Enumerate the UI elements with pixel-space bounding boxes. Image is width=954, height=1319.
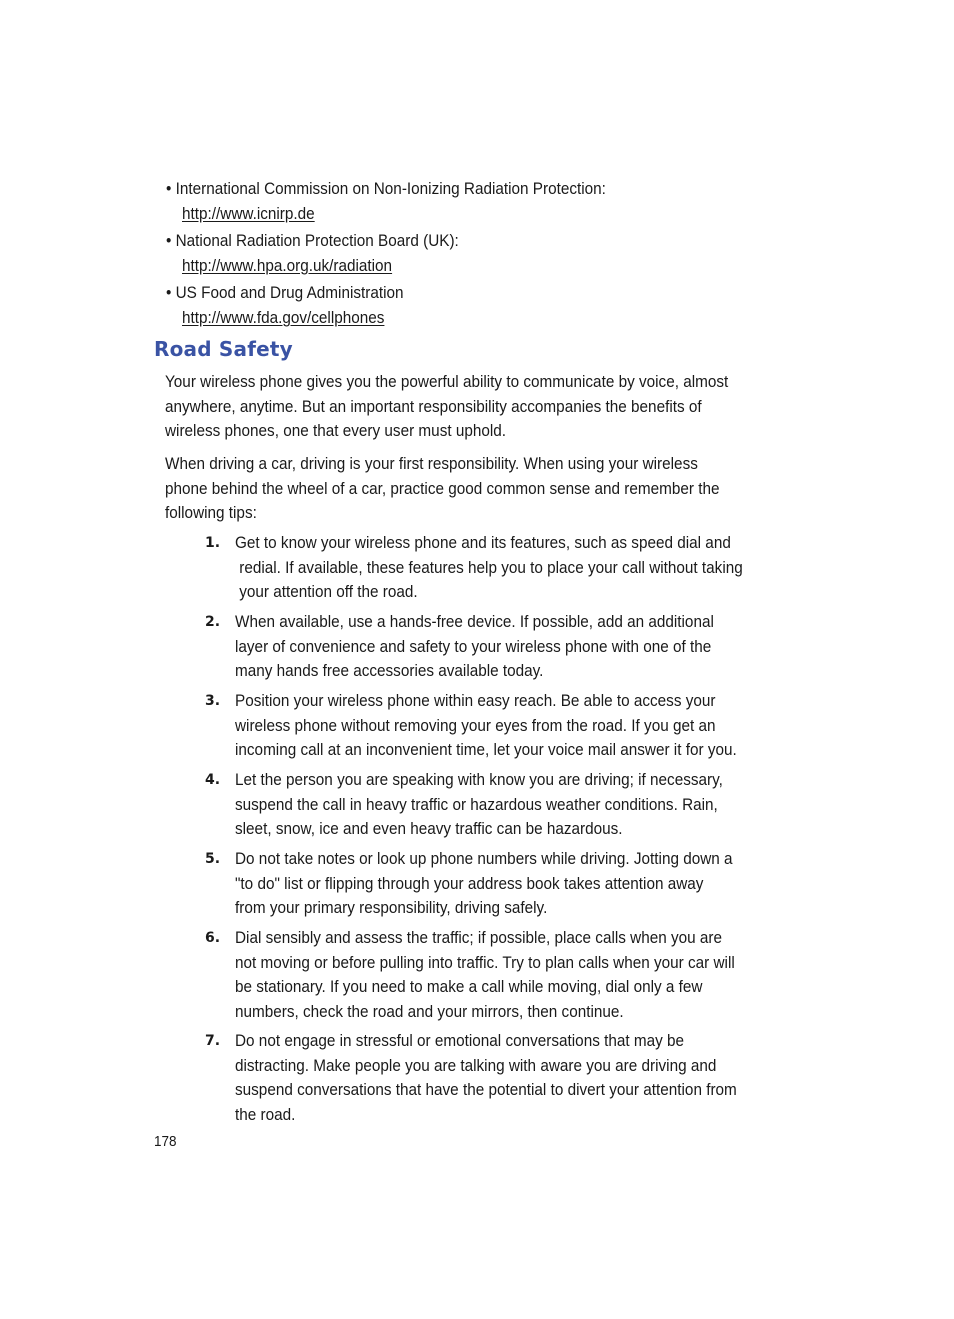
- tip-line: the road.: [235, 1105, 296, 1125]
- resource-link-fda[interactable]: http://www.fda.gov/cellphones: [182, 308, 385, 327]
- tip-text: [235, 610, 714, 684]
- resource-link-hpa[interactable]: http://www.hpa.org.uk/radiation: [182, 256, 393, 275]
- tip-line: Dial sensibly and assess the traffic; if possible, place calls when you are: [235, 928, 723, 947]
- tip-line: numbers, check the road and your mirrors, then continue.: [235, 1002, 624, 1022]
- tip-item: [205, 1029, 805, 1132]
- tip-line: Get to know your wireless phone and its features, such as speed dial and: [235, 533, 731, 552]
- tip-line: many hands free accessories available today.: [235, 661, 544, 681]
- tip-line: suspend the call in heavy traffic or hazardous weather conditions. Rain,: [235, 794, 718, 814]
- tip-line: not moving or before pulling into traffic. Try to plan calls when your car will: [235, 952, 735, 972]
- resource-link-icnirp[interactable]: http://www.icnirp.de: [182, 204, 315, 223]
- tip-line: from your primary responsibility, driving safely.: [235, 898, 548, 918]
- tip-line: sleet, snow, ice and even heavy traffic can be hazardous.: [235, 819, 623, 839]
- paragraph-line: wireless phones, one that every user must uphold.: [165, 421, 507, 441]
- tip-text: [235, 531, 743, 605]
- section-heading: Road Safety: [154, 337, 293, 361]
- paragraph-line: When driving a car, driving is your first responsibility. When using your wireless: [165, 454, 698, 473]
- resource-label: • US Food and Drug Administration: [166, 283, 404, 302]
- paragraph-line: phone behind the wheel of a car, practice good common sense and remember the: [165, 478, 720, 498]
- tip-item: [205, 926, 805, 1029]
- tip-line: Position your wireless phone within easy reach. Be able to access your: [235, 691, 716, 710]
- tip-text: [235, 926, 735, 1025]
- tip-line: Let the person you are speaking with know you are driving; if necessary,: [235, 770, 723, 789]
- tip-line: suspend conversations that have the potential to divert your attention from: [235, 1080, 737, 1100]
- tip-line: incoming call at an inconvenient time, let your voice mail answer it for you.: [235, 740, 737, 760]
- intro-paragraph: [165, 370, 728, 444]
- tip-line: distracting. Make people you are talking with aware you are driving and: [235, 1055, 717, 1075]
- tip-line: Do not take notes or look up phone numbers while driving. Jotting down a: [235, 849, 733, 868]
- tip-line: layer of convenience and safety to your wireless phone with one of the: [235, 636, 712, 656]
- tip-number: 5.: [205, 851, 221, 867]
- tip-text: [235, 768, 723, 842]
- paragraph-line: anywhere, anytime. But an important responsibility accompanies the benefits of: [165, 396, 702, 416]
- tip-number: 7.: [205, 1033, 221, 1049]
- tip-text: [235, 1029, 737, 1128]
- driving-paragraph: [165, 452, 720, 526]
- tip-line: Do not engage in stressful or emotional conversations that may be: [235, 1031, 685, 1050]
- tip-line: When available, use a hands-free device. If possible, add an additional: [235, 612, 714, 631]
- resource-label: • International Commission on Non-Ionizing Radiation Protection:: [166, 179, 606, 198]
- tip-line: "to do" list or flipping through your address book takes attention away: [235, 873, 704, 893]
- tip-item: [205, 847, 805, 926]
- tip-line: wireless phone without removing your eyes from the road. If you get an: [235, 715, 716, 735]
- tips-list: [205, 531, 805, 1132]
- tip-text: [235, 847, 733, 921]
- tip-line: redial. If available, these features help you to place your call without taking: [235, 557, 743, 577]
- tip-item: [205, 768, 805, 847]
- tip-number: 3.: [205, 693, 221, 709]
- tip-line: your attention off the road.: [235, 582, 418, 602]
- paragraph-line: Your wireless phone gives you the powerful ability to communicate by voice, almost: [165, 372, 729, 391]
- tip-item: [205, 531, 805, 610]
- resource-label: • National Radiation Protection Board (UK):: [166, 231, 459, 250]
- tip-line: be stationary. If you need to make a call while moving, dial only a few: [235, 977, 703, 997]
- tip-text: [235, 689, 737, 763]
- tip-number: 2.: [205, 614, 221, 630]
- paragraph-line: following tips:: [165, 503, 257, 523]
- tip-number: 6.: [205, 930, 221, 946]
- tip-item: [205, 610, 805, 689]
- tip-item: [205, 689, 805, 768]
- tip-number: 4.: [205, 772, 221, 788]
- page-number: 178: [154, 1133, 177, 1150]
- tip-number: 1.: [205, 535, 221, 551]
